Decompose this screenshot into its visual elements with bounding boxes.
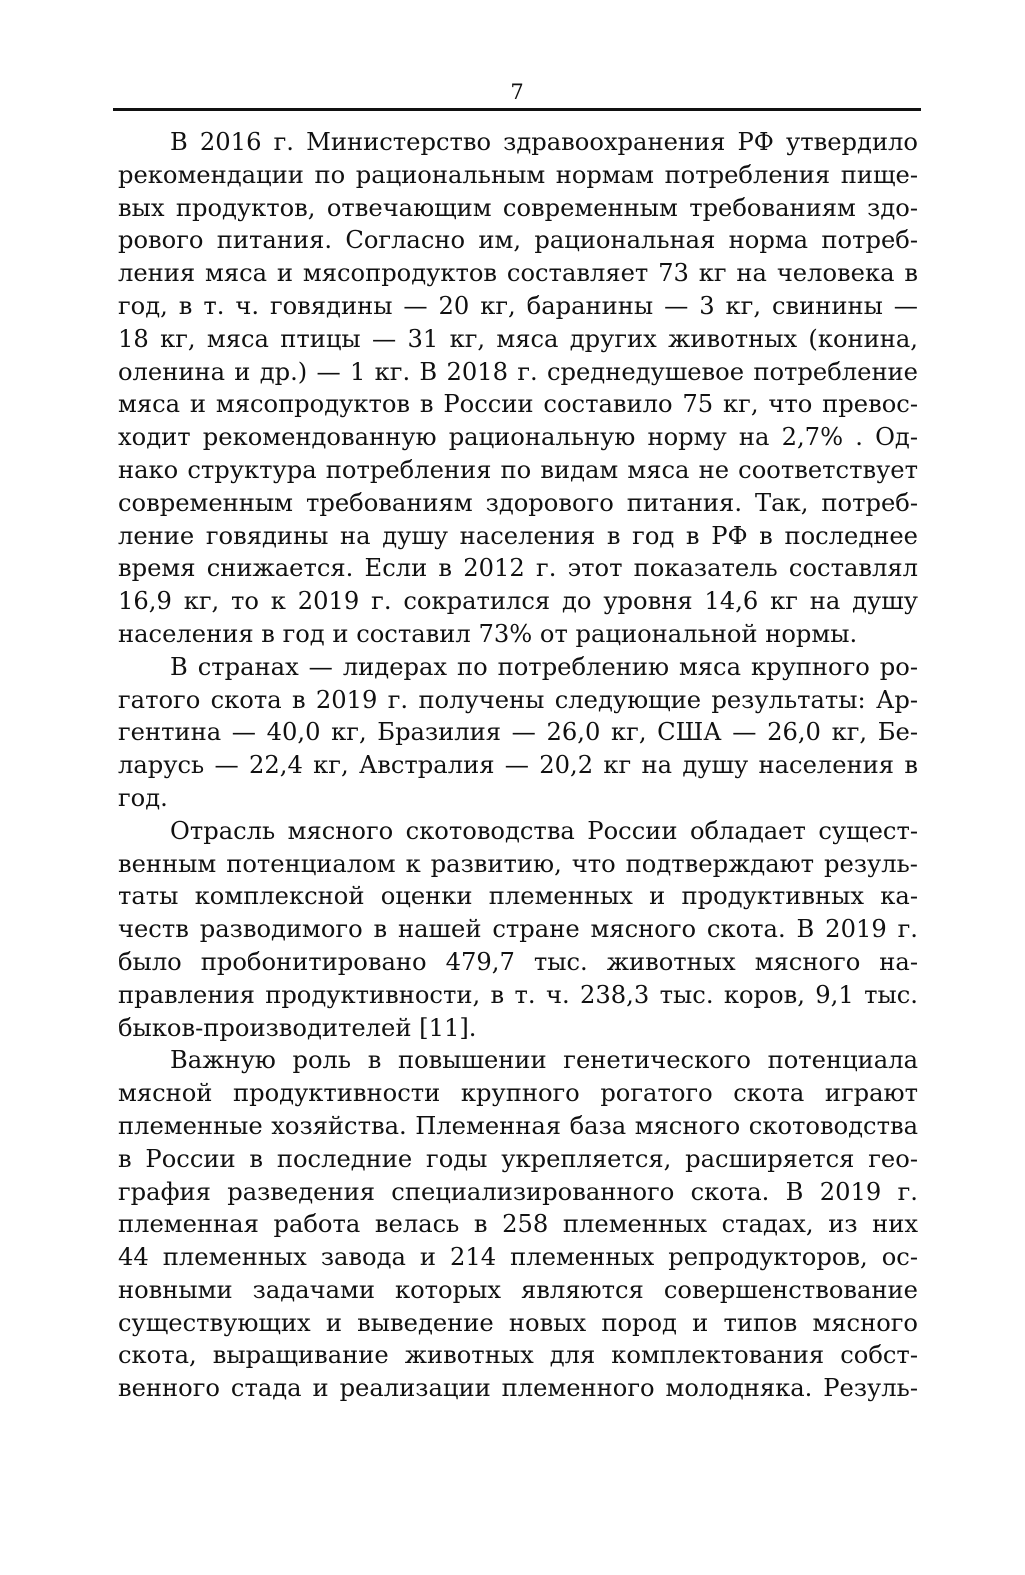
text-line: 18 кг, мяса птицы — 31 кг, мяса других животных (конина,	[118, 324, 918, 353]
paragraph-breeding-farms	[118, 1044, 918, 1405]
text-line: ление говядины на душу населения в год в РФ в последнее	[118, 521, 918, 550]
text-line: рекомендации по рациональным нормам потребления пище-	[118, 160, 918, 189]
text-line: таты комплексной оценки племенных и продуктивных ка-	[118, 882, 918, 911]
text-line: новными задачами которых являются совершенствование	[118, 1275, 918, 1304]
text-line: время снижается. Если в 2012 г. этот показатель составлял	[118, 554, 918, 583]
page-number: 7	[510, 80, 524, 104]
text-line: гентина — 40,0 кг, Бразилия — 26,0 кг, США — 26,0 кг, Бе-	[118, 718, 918, 747]
page-header	[113, 72, 921, 111]
text-line: В 2016 г. Министерство здравоохранения РФ утвердило	[170, 128, 918, 156]
text-line: честв разводимого в нашей стране мясного скота. В 2019 г.	[118, 915, 918, 944]
text-line: мясной продуктивности крупного рогатого скота играют	[118, 1079, 918, 1108]
text-line: венного стада и реализации племенного молодняка. Резуль-	[118, 1374, 918, 1403]
text-line: ходит рекомендованную рациональную норму на 2,7% . Од-	[118, 423, 918, 452]
text-line: было пробонитировано 479,7 тыс. животных мясного на-	[118, 947, 918, 976]
text-line: нако структура потребления по видам мяса не соответствует	[118, 455, 918, 484]
text-line: современным требованиям здорового питания. Так, потреб-	[118, 488, 918, 517]
text-line: населения в год и составил 73% от рациональной нормы.	[118, 619, 858, 648]
text-line: существующих и выведение новых пород и типов мясного	[118, 1308, 918, 1337]
text-line: 44 племенных завода и 214 племенных репродукторов, ос-	[118, 1243, 918, 1272]
text-line: год.	[118, 783, 168, 812]
text-line: Отрасль мясного скотоводства России обладает сущест-	[170, 816, 918, 845]
text-line: рового питания. Согласно им, рациональная норма потреб-	[118, 226, 918, 255]
text-line: Важную роль в повышении генетического потенциала	[170, 1046, 918, 1075]
paragraph-rational-norms	[118, 126, 918, 651]
text-line: ларусь — 22,4 кг, Австралия — 20,2 кг на душу населения в	[118, 751, 918, 780]
text-line: племенные хозяйства. Племенная база мясного скотоводства	[118, 1111, 918, 1140]
text-line: скота, выращивание животных для комплектования собст-	[118, 1341, 918, 1370]
text-line: вых продуктов, отвечающим современным требованиям здо-	[118, 193, 918, 222]
text-line: венным потенциалом к развитию, что подтверждают резуль-	[118, 849, 918, 878]
text-line: мяса и мясопродуктов в России составило 75 кг, что превос-	[118, 390, 918, 419]
text-line: племенная работа велась в 258 племенных стадах, из них	[118, 1210, 918, 1239]
text-line: графия разведения специализированного скота. В 2019 г.	[118, 1177, 918, 1206]
text-line: гатого скота в 2019 г. получены следующие результаты: Ар-	[118, 685, 918, 714]
text-line: ления мяса и мясопродуктов составляет 73 кг на человека в	[118, 259, 918, 288]
paragraph-industry-potential	[118, 815, 918, 1045]
body-text	[118, 126, 918, 1405]
text-line: быков-производителей [11].	[118, 1013, 477, 1042]
text-line: год, в т. ч. говядины — 20 кг, баранины — 3 кг, свинины —	[118, 291, 918, 320]
text-line: В странах — лидерах по потреблению мяса крупного ро-	[170, 652, 918, 681]
text-line: оленина и др.) — 1 кг. В 2018 г. среднедушевое потребление	[118, 357, 918, 386]
paragraph-leading-countries	[118, 651, 918, 815]
text-line: правления продуктивности, в т. ч. 238,3 тыс. коров, 9,1 тыс.	[118, 980, 918, 1009]
text-line: 16,9 кг, то к 2019 г. сократился до уровня 14,6 кг на душу	[118, 587, 918, 616]
text-line: в России в последние годы укрепляется, расширяется гео-	[118, 1144, 918, 1173]
